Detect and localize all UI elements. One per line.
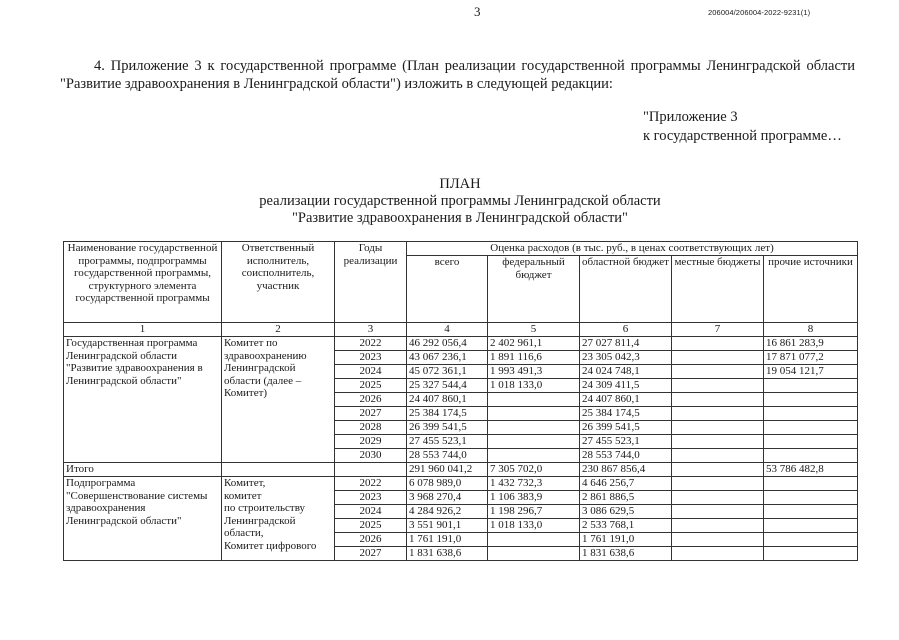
column-number: 2 xyxy=(222,323,335,337)
plan-title-line-3: "Развитие здравоохранения в Ленинградской области" xyxy=(292,210,628,226)
local-cell xyxy=(672,435,764,449)
total-cell: 1 831 638,6 xyxy=(407,547,488,561)
local-cell xyxy=(672,351,764,365)
total-cell: 6 078 989,0 xyxy=(407,477,488,491)
other-cell: 17 871 077,2 xyxy=(764,351,858,365)
other-cell xyxy=(764,379,858,393)
total-cell: 46 292 056,4 xyxy=(407,337,488,351)
regional-cell: 2 861 886,5 xyxy=(580,491,672,505)
regional-cell: 25 384 174,5 xyxy=(580,407,672,421)
year-cell: 2029 xyxy=(335,435,407,449)
local-cell xyxy=(672,337,764,351)
federal-cell: 1 891 116,6 xyxy=(488,351,580,365)
local-cell xyxy=(672,449,764,463)
program-total-row xyxy=(64,463,858,477)
total-cell: 4 284 926,2 xyxy=(407,505,488,519)
total-cell: 45 072 361,1 xyxy=(407,365,488,379)
regional-cell: 24 024 748,1 xyxy=(580,365,672,379)
page-number: 3 xyxy=(474,4,481,19)
federal-cell: 1 018 133,0 xyxy=(488,379,580,393)
subprogram-executor-line: Комитет, xyxy=(224,477,266,489)
total-cell: 24 407 860,1 xyxy=(407,393,488,407)
header-executor: Ответственный исполнитель, соисполнитель, участник xyxy=(222,242,335,323)
subprogram-title: "Совершенствование системы здравоохранения Ленинградской области" xyxy=(66,489,208,527)
subprogram-executor-line: Комитет цифрового xyxy=(224,539,317,552)
regional-cell: 24 309 411,5 xyxy=(580,379,672,393)
regional-cell: 3 086 629,5 xyxy=(580,505,672,519)
other-cell xyxy=(764,407,858,421)
intro-paragraph: 4. Приложение 3 к государственной программе (План реализации государственной программы Ленинградской области "Развитие здравоохранения в Ленинградской области") изложить в следующей редакции: xyxy=(60,58,855,92)
other-cell xyxy=(764,519,858,533)
header-years: Годы реализации xyxy=(335,242,407,323)
other-cell xyxy=(764,477,858,491)
appendix-ref-line-1: "Приложение 3 xyxy=(643,109,738,125)
plan-title-line-1: ПЛАН xyxy=(439,176,481,192)
local-cell xyxy=(672,547,764,561)
subprogram-executor-line: Ленинградской xyxy=(224,514,296,527)
regional-cell: 23 305 042,3 xyxy=(580,351,672,365)
federal-cell xyxy=(488,393,580,407)
total-cell: 25 327 544,4 xyxy=(407,379,488,393)
total-cell: 43 067 236,1 xyxy=(407,351,488,365)
total-cell: 26 399 541,5 xyxy=(407,421,488,435)
federal-cell xyxy=(488,533,580,547)
header-estimate: Оценка расходов (в тыс. руб., в ценах соответствующих лет) xyxy=(407,242,858,256)
column-number: 1 xyxy=(64,323,222,337)
total-cell: 3 968 270,4 xyxy=(407,491,488,505)
federal-cell xyxy=(488,435,580,449)
federal-cell xyxy=(488,407,580,421)
column-number: 3 xyxy=(335,323,407,337)
local-cell xyxy=(672,477,764,491)
other-cell xyxy=(764,491,858,505)
year-cell: 2022 xyxy=(335,477,407,491)
subprogram-executor-line: области, xyxy=(224,527,264,539)
local-cell xyxy=(672,365,764,379)
total-year-empty xyxy=(335,463,407,477)
header-federal: федеральный бюджет xyxy=(488,256,580,323)
total-cell: 25 384 174,5 xyxy=(407,407,488,421)
year-cell: 2030 xyxy=(335,449,407,463)
document-code: 206004/206004-2022-9231(1) xyxy=(708,8,811,17)
local-cell xyxy=(672,407,764,421)
header-regional: областной бюджет xyxy=(580,256,672,323)
column-number: 5 xyxy=(488,323,580,337)
subprogram-label: Подпрограмма xyxy=(66,477,136,489)
other-cell xyxy=(764,421,858,435)
regional-cell: 1 831 638,6 xyxy=(580,547,672,561)
federal-cell: 1 106 383,9 xyxy=(488,491,580,505)
other-cell: 19 054 121,7 xyxy=(764,365,858,379)
federal-cell: 1 198 296,7 xyxy=(488,505,580,519)
subprogram-executor xyxy=(222,477,335,561)
total-executor-empty xyxy=(222,463,335,477)
other-cell xyxy=(764,435,858,449)
header-name: Наименование государственной программы, подпрограммы государственной программы, структурного элемента государственной программы xyxy=(64,242,222,323)
federal-cell xyxy=(488,421,580,435)
year-cell: 2023 xyxy=(335,351,407,365)
total-federal-cell: 7 305 702,0 xyxy=(488,463,580,477)
year-cell: 2025 xyxy=(335,379,407,393)
local-cell xyxy=(672,533,764,547)
regional-cell: 1 761 191,0 xyxy=(580,533,672,547)
subprogram-name xyxy=(64,477,222,561)
subprogram-row xyxy=(64,477,858,491)
year-cell: 2026 xyxy=(335,393,407,407)
federal-cell xyxy=(488,547,580,561)
year-cell: 2024 xyxy=(335,365,407,379)
regional-cell: 27 027 811,4 xyxy=(580,337,672,351)
program-name: Государственная программа Ленинградской области "Развитие здравоохранения в Ленинградской области" xyxy=(64,337,222,463)
federal-cell: 1 993 491,3 xyxy=(488,365,580,379)
total-label: Итого xyxy=(64,463,222,477)
federal-cell xyxy=(488,449,580,463)
total-cell: 1 761 191,0 xyxy=(407,533,488,547)
header-row-1 xyxy=(64,242,858,256)
local-cell xyxy=(672,491,764,505)
total-other-cell: 53 786 482,8 xyxy=(764,463,858,477)
regional-cell: 27 455 523,1 xyxy=(580,435,672,449)
regional-cell: 4 646 256,7 xyxy=(580,477,672,491)
appendix-reference xyxy=(643,108,842,146)
year-cell: 2028 xyxy=(335,421,407,435)
year-cell: 2026 xyxy=(335,533,407,547)
regional-cell: 26 399 541,5 xyxy=(580,421,672,435)
other-cell xyxy=(764,547,858,561)
program-executor: Комитет по здравоохранению Ленинградской области (далее – Комитет) xyxy=(222,337,335,463)
column-number: 4 xyxy=(407,323,488,337)
column-number-row xyxy=(64,323,858,337)
year-cell: 2022 xyxy=(335,337,407,351)
year-cell: 2027 xyxy=(335,407,407,421)
subprogram-executor-line: по строительству xyxy=(224,502,306,514)
other-cell xyxy=(764,449,858,463)
regional-cell: 24 407 860,1 xyxy=(580,393,672,407)
plan-table xyxy=(63,241,858,561)
header-other: прочие источники xyxy=(764,256,858,323)
regional-cell: 2 533 768,1 xyxy=(580,519,672,533)
total-total-cell: 291 960 041,2 xyxy=(407,463,488,477)
total-cell: 28 553 744,0 xyxy=(407,449,488,463)
local-cell xyxy=(672,505,764,519)
local-cell xyxy=(672,379,764,393)
program-row xyxy=(64,337,858,351)
year-cell: 2027 xyxy=(335,547,407,561)
local-cell xyxy=(672,519,764,533)
federal-cell: 1 432 732,3 xyxy=(488,477,580,491)
total-regional-cell: 230 867 856,4 xyxy=(580,463,672,477)
year-cell: 2023 xyxy=(335,491,407,505)
total-cell: 3 551 901,1 xyxy=(407,519,488,533)
subprogram-executor-line: комитет xyxy=(224,489,262,502)
other-cell xyxy=(764,393,858,407)
appendix-ref-line-2: к государственной программе… xyxy=(643,128,842,144)
year-cell: 2025 xyxy=(335,519,407,533)
plan-title-line-2: реализации государственной программы Ленинградской области xyxy=(259,193,661,209)
federal-cell: 1 018 133,0 xyxy=(488,519,580,533)
regional-cell: 28 553 744,0 xyxy=(580,449,672,463)
header-total: всего xyxy=(407,256,488,323)
federal-cell: 2 402 961,1 xyxy=(488,337,580,351)
other-cell xyxy=(764,533,858,547)
column-number: 7 xyxy=(672,323,764,337)
total-local-cell xyxy=(672,463,764,477)
local-cell xyxy=(672,421,764,435)
header-local: местные бюджеты xyxy=(672,256,764,323)
year-cell: 2024 xyxy=(335,505,407,519)
plan-title xyxy=(60,176,860,227)
total-cell: 27 455 523,1 xyxy=(407,435,488,449)
local-cell xyxy=(672,393,764,407)
other-cell: 16 861 283,9 xyxy=(764,337,858,351)
column-number: 8 xyxy=(764,323,858,337)
column-number: 6 xyxy=(580,323,672,337)
other-cell xyxy=(764,505,858,519)
